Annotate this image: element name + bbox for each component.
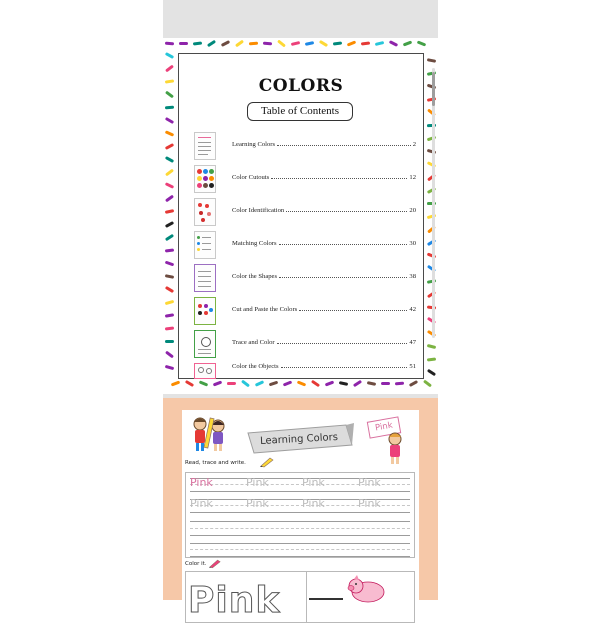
toc-thumbnail [194,198,216,226]
toc-leader-dots [279,240,408,245]
toc-leader-dots [299,306,407,311]
trace-word: Pink [302,497,325,510]
confetti-dash [165,221,174,228]
trace-area[interactable] [185,472,415,558]
page-learning-colors [163,398,438,621]
toc-entry-label: Color Identification [232,207,285,214]
toc-thumbnail [194,330,216,358]
pencil-icon [260,457,274,467]
model-word: Pink [190,476,213,489]
page-title: COLORS [258,76,344,96]
confetti-dash [381,382,390,385]
confetti-dash [375,41,384,46]
toc-thumbnail [194,231,216,259]
trace-word: Pink [246,497,269,510]
toc-entry-label: Trace and Color [232,339,275,346]
confetti-dash [325,380,334,386]
confetti-dash [367,381,376,386]
confetti-dash [165,365,174,370]
confetti-dash [427,357,436,361]
trace-word: Pink [190,497,213,510]
confetti-dash [263,42,272,46]
toc-row[interactable] [194,264,416,290]
confetti-dash [249,42,258,46]
toc-entry-page: 12 [409,174,416,181]
writing-line [190,521,410,522]
trace-word: Pink [246,476,269,489]
pencil-icon [209,559,221,568]
scrollbar-thumb[interactable] [432,72,435,106]
pink-sign: Pink [367,416,401,438]
confetti-dash [165,234,174,241]
confetti-dash [165,130,174,136]
confetti-dash [213,380,222,386]
confetti-dash [283,380,292,386]
toc-row[interactable] [194,198,416,224]
toc-row[interactable] [194,231,416,257]
confetti-dash [389,40,398,47]
confetti-dash [165,117,174,124]
toc-leader-dots [271,174,407,179]
toc-entry [232,306,416,313]
confetti-dash [305,41,314,46]
confetti-dash [427,58,436,63]
toc-entry-label: Color Cutouts [232,174,270,181]
confetti-dash [165,340,174,343]
toc-entry-page: 47 [409,339,416,346]
confetti-dash [235,40,244,48]
toc-entry-label: Learning Colors [232,141,276,148]
writing-line [190,543,410,544]
confetti-dash [199,380,208,386]
confetti-dash [185,380,194,387]
toc-row[interactable] [194,132,416,158]
toc-row[interactable] [194,297,416,323]
toc-row[interactable] [194,363,416,377]
confetti-dash [165,106,174,110]
coloring-area[interactable] [185,571,415,623]
toc-entry-page: 38 [409,273,416,280]
writing-line [190,491,410,492]
confetti-dash [269,381,278,387]
trace-word: Pink [358,476,381,489]
toc-entry [232,363,416,370]
confetti-dash [427,344,436,349]
toc-entry [232,207,416,214]
answer-line [309,598,343,600]
confetti-dash [403,40,412,46]
confetti-dash [165,182,174,189]
toc-thumbnail [194,297,216,325]
confetti-dash [165,156,174,163]
confetti-dash [165,351,174,359]
writing-line [190,512,410,513]
toc-entry [232,339,416,346]
color-instruction: Color it. [185,561,207,567]
toc-leader-dots [277,141,411,146]
toc-thumbnail [194,165,216,193]
confetti-dash [165,52,174,59]
toc-entry-page: 30 [409,240,416,247]
toc-entry-label: Color the Shapes [232,273,278,280]
toc-leader-dots [277,339,408,344]
confetti-dash [165,274,174,279]
confetti-dash [165,42,174,46]
confetti-dash [165,300,174,305]
writing-line [190,535,410,536]
confetti-dash [297,380,306,386]
toc-entry-page: 2 [412,141,416,148]
confetti-dash [165,169,174,177]
kids-illustration [188,414,232,454]
outline-word: Pink [188,580,281,621]
trace-word: Pink [302,476,325,489]
toc-entry-label: Cut and Paste the Colors [232,306,298,313]
confetti-dash [227,382,236,385]
confetti-dash [165,286,174,293]
page-table-of-contents [163,38,438,394]
confetti-dash [333,41,342,45]
confetti-dash [193,41,202,45]
worksheet [182,410,419,621]
confetti-dash [417,40,426,46]
toc-entry [232,240,416,247]
confetti-dash [423,380,432,388]
toc-leader-dots [286,207,407,212]
confetti-dash [255,380,264,387]
confetti-dash [165,143,174,150]
toc-row[interactable] [194,330,416,356]
writing-line [190,556,410,557]
document-viewer[interactable] [163,0,438,621]
pig-illustration [346,574,390,604]
toc-entry-page: 42 [409,306,416,313]
confetti-dash [165,248,174,252]
toc-thumbnail [194,264,216,292]
confetti-dash [319,40,328,47]
toc-leader-dots [279,273,407,278]
confetti-dash [165,79,174,83]
confetti-dash [207,40,216,48]
toc-entry-label: Matching Colors [232,240,277,247]
confetti-dash [165,313,174,317]
confetti-dash [395,382,404,386]
banner-title: Learning Colors [259,431,339,448]
toc-heading: Table of Contents [247,102,353,121]
scrollbar-track[interactable] [432,68,435,338]
confetti-dash [165,261,174,267]
toc-thumbnail [194,132,216,160]
toc-panel [178,53,424,379]
toc-entry-page: 20 [409,207,416,214]
toc-thumbnail [194,363,216,379]
toc-entry-label: Color the Objects [232,363,279,370]
confetti-dash [165,209,174,214]
divider [306,572,307,622]
confetti-dash [165,195,174,203]
confetti-dash [241,380,250,388]
confetti-dash [171,381,180,387]
toc-entry-page: 51 [409,363,416,370]
confetti-dash [165,327,174,331]
confetti-dash [179,42,188,45]
confetti-dash [291,41,300,46]
confetti-dash [277,40,286,48]
confetti-dash [353,380,362,387]
confetti-dash [427,369,436,376]
writing-dashed-line [190,549,410,550]
toc-entry [232,273,416,280]
confetti-dash [221,40,230,47]
confetti-dash [409,380,418,387]
confetti-dash [347,40,356,46]
toc-leader-dots [281,363,408,368]
confetti-dash [165,91,174,99]
confetti-dash [165,65,174,73]
toc-entry [232,174,416,181]
confetti-dash [361,41,370,45]
girl-illustration [382,430,408,466]
writing-dashed-line [190,528,410,529]
toc-row[interactable] [194,165,416,191]
trace-instruction: Read, trace and write. [185,460,246,466]
confetti-dash [311,380,320,388]
trace-word: Pink [358,497,381,510]
toc-entry [232,141,416,148]
confetti-dash [339,381,348,386]
